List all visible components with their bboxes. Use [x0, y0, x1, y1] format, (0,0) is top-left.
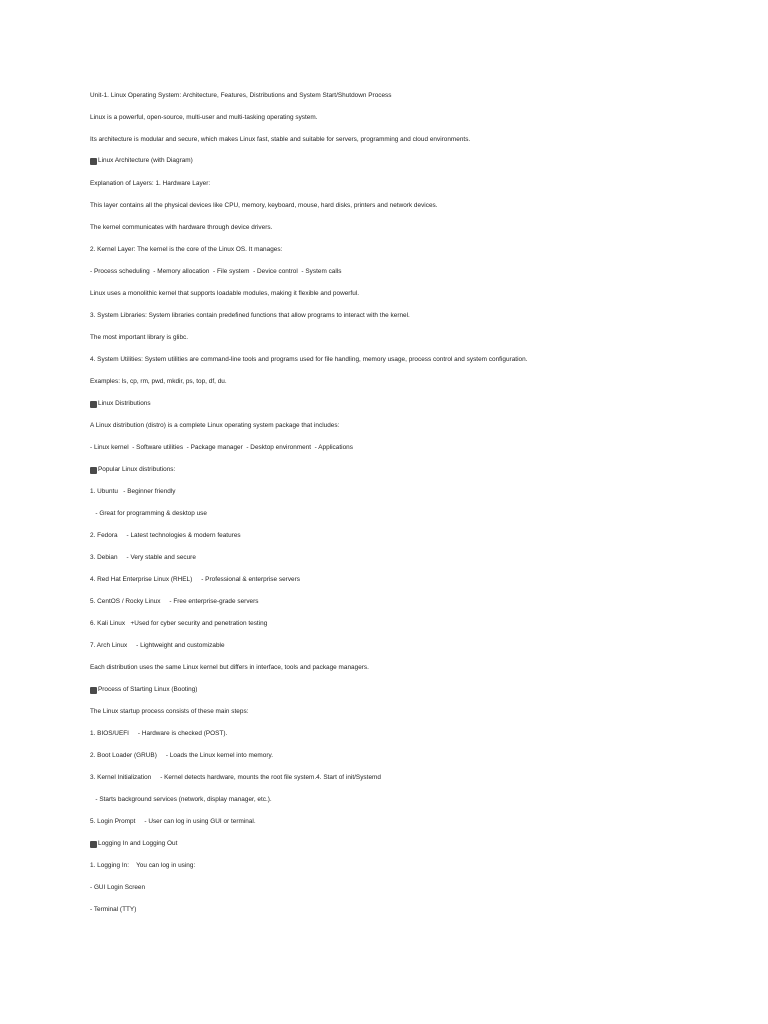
square-bullet-icon	[90, 401, 97, 408]
section-heading-architecture	[90, 157, 193, 165]
section-heading-text: Linux Architecture (with Diagram)	[98, 157, 193, 164]
list-item: 4. Red Hat Enterprise Linux (RHEL) - Professional & enterprise servers	[90, 576, 300, 583]
list-item: 6. Kali Linux +Used for cyber security and penetration testing	[90, 620, 268, 627]
square-bullet-icon	[90, 687, 97, 694]
list-item: - Great for programming & desktop use	[90, 510, 207, 517]
square-bullet-icon	[90, 467, 97, 474]
paragraph-line: 3. System Libraries: System libraries contain predefined functions that allow programs to interact with the kernel.	[90, 312, 410, 319]
section-heading-popular-distributions	[90, 466, 175, 474]
paragraph-line: Explanation of Layers: 1. Hardware Layer:	[90, 180, 211, 187]
section-heading-logging	[90, 840, 177, 848]
paragraph-line: Its architecture is modular and secure, which makes Linux fast, stable and suitable for servers, programming and cloud environments.	[90, 136, 471, 143]
list-item: 3. Debian - Very stable and secure	[90, 554, 196, 561]
square-bullet-icon	[90, 841, 97, 848]
list-item: 5. CentOS / Rocky Linux - Free enterprise-grade servers	[90, 598, 259, 605]
paragraph-line: Examples: ls, cp, rm, pwd, mkdir, ps, top, df, du.	[90, 378, 227, 385]
list-item: 2. Fedora - Latest technologies & modern features	[90, 532, 241, 539]
paragraph-line: Linux uses a monolithic kernel that supports loadable modules, making it flexible and powerful.	[90, 290, 360, 297]
section-heading-distributions	[90, 400, 151, 408]
paragraph-line: Each distribution uses the same Linux kernel but differs in interface, tools and package managers.	[90, 664, 369, 671]
list-item: 5. Login Prompt - User can log in using GUI or terminal.	[90, 818, 256, 825]
list-item: 1. Ubuntu - Beginner friendly	[90, 488, 176, 495]
document-title-line: Unit-1. Linux Operating System: Architecture, Features, Distributions and System Start/Shutdown Process	[90, 92, 392, 99]
list-item: 1. BIOS/UEFI - Hardware is checked (POST).	[90, 730, 228, 737]
section-heading-text: Logging In and Logging Out	[98, 840, 178, 847]
list-item: - Terminal (TTY)	[90, 906, 137, 913]
paragraph-line: The Linux startup process consists of these main steps:	[90, 708, 249, 715]
paragraph-line: A Linux distribution (distro) is a complete Linux operating system package that includes:	[90, 422, 340, 429]
paragraph-line: - Linux kernel - Software utilities - Package manager - Desktop environment - Applications	[90, 444, 353, 451]
paragraph-line: 2. Kernel Layer: The kernel is the core of the Linux OS. It manages:	[90, 246, 283, 253]
section-heading-text: Popular Linux distributions:	[98, 466, 176, 473]
square-bullet-icon	[90, 158, 97, 165]
list-item: - Starts background services (network, display manager, etc.).	[90, 796, 272, 803]
section-heading-text: Process of Starting Linux (Booting)	[98, 686, 198, 693]
paragraph-line: - Process scheduling - Memory allocation - File system - Device control - System calls	[90, 268, 342, 275]
list-item: 7. Arch Linux - Lightweight and customizable	[90, 642, 225, 649]
paragraph-line: The most important library is glibc.	[90, 334, 189, 341]
section-heading-text: Linux Distributions	[98, 400, 151, 407]
paragraph-line: 4. System Utilities: System utilities are command-line tools and programs used for file handling, memory usage, process control and system configuration.	[90, 356, 528, 363]
paragraph-line: The kernel communicates with hardware through device drivers.	[90, 224, 273, 231]
paragraph-line: 1. Logging In: You can log in using:	[90, 862, 196, 869]
paragraph-line: Linux is a powerful, open-source, multi-user and multi-tasking operating system.	[90, 114, 318, 121]
paragraph-line: This layer contains all the physical devices like CPU, memory, keyboard, mouse, hard disks, printers and network devices.	[90, 202, 438, 209]
list-item: 2. Boot Loader (GRUB) - Loads the Linux kernel into memory.	[90, 752, 274, 759]
list-item: 3. Kernel Initialization - Kernel detects hardware, mounts the root file system.4. Start of init/Systemd	[90, 774, 381, 781]
list-item: - GUI Login Screen	[90, 884, 146, 891]
section-heading-booting	[90, 686, 197, 694]
